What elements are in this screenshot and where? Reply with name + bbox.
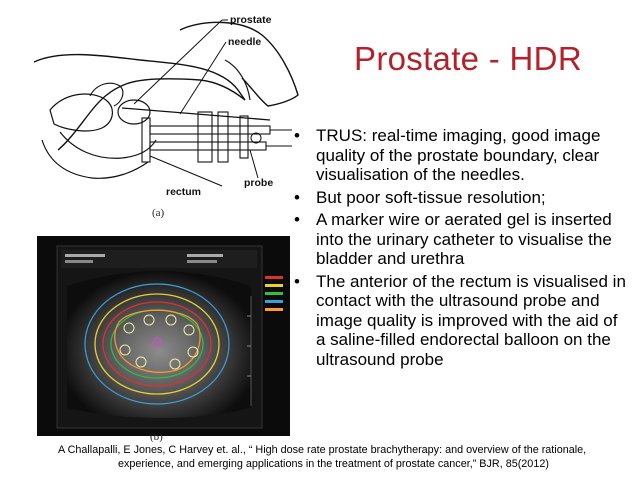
bullet-list xyxy=(294,126,628,372)
bullet-text: A marker wire or aerated gel is inserted into the urinary catheter to visualise the bladder and urethra xyxy=(316,210,612,268)
label-probe: probe xyxy=(244,177,274,189)
bullet-item xyxy=(294,188,628,208)
bullet-item xyxy=(294,210,628,269)
bullet-marker: • xyxy=(294,271,300,291)
bullet-text: TRUS: real-time imaging, good image quality of the prostate boundary, clear visualisation of the needles. xyxy=(316,126,601,184)
bullet-item xyxy=(294,272,628,370)
caption-b: (b) xyxy=(150,431,163,443)
prostate-anatomy-diagram xyxy=(30,0,300,225)
citation xyxy=(58,444,618,471)
label-prostate: prostate xyxy=(230,14,272,26)
slide-title: Prostate - HDR xyxy=(354,40,582,77)
caption-a: (a) xyxy=(152,207,165,219)
citation-line-2: experience, and emerging applications in the treatment of prostate cancer,” BJR, 85(2012) xyxy=(118,457,549,470)
bullet-text: But poor soft-tissue resolution; xyxy=(316,187,546,207)
ultrasound-image xyxy=(37,236,290,436)
citation-line-1: A Challapalli, E Jones, C Harvey et. al., “ High dose rate prostate brachytherapy: and overview of the rationale, xyxy=(58,444,587,456)
bullet-marker: • xyxy=(294,210,300,229)
label-rectum: rectum xyxy=(166,186,202,198)
bullet-text: The anterior of the rectum is visualised in contact with the ultrasound probe and image quality is improved with the aid of a saline-filled endorectal balloon on the ultrasound probe xyxy=(316,271,626,369)
bullet-marker: • xyxy=(294,187,300,207)
bullet-marker: • xyxy=(294,126,300,145)
ultrasound-scan-graphic xyxy=(37,236,290,436)
label-needle: needle xyxy=(228,36,262,48)
bullet-item xyxy=(294,126,628,185)
